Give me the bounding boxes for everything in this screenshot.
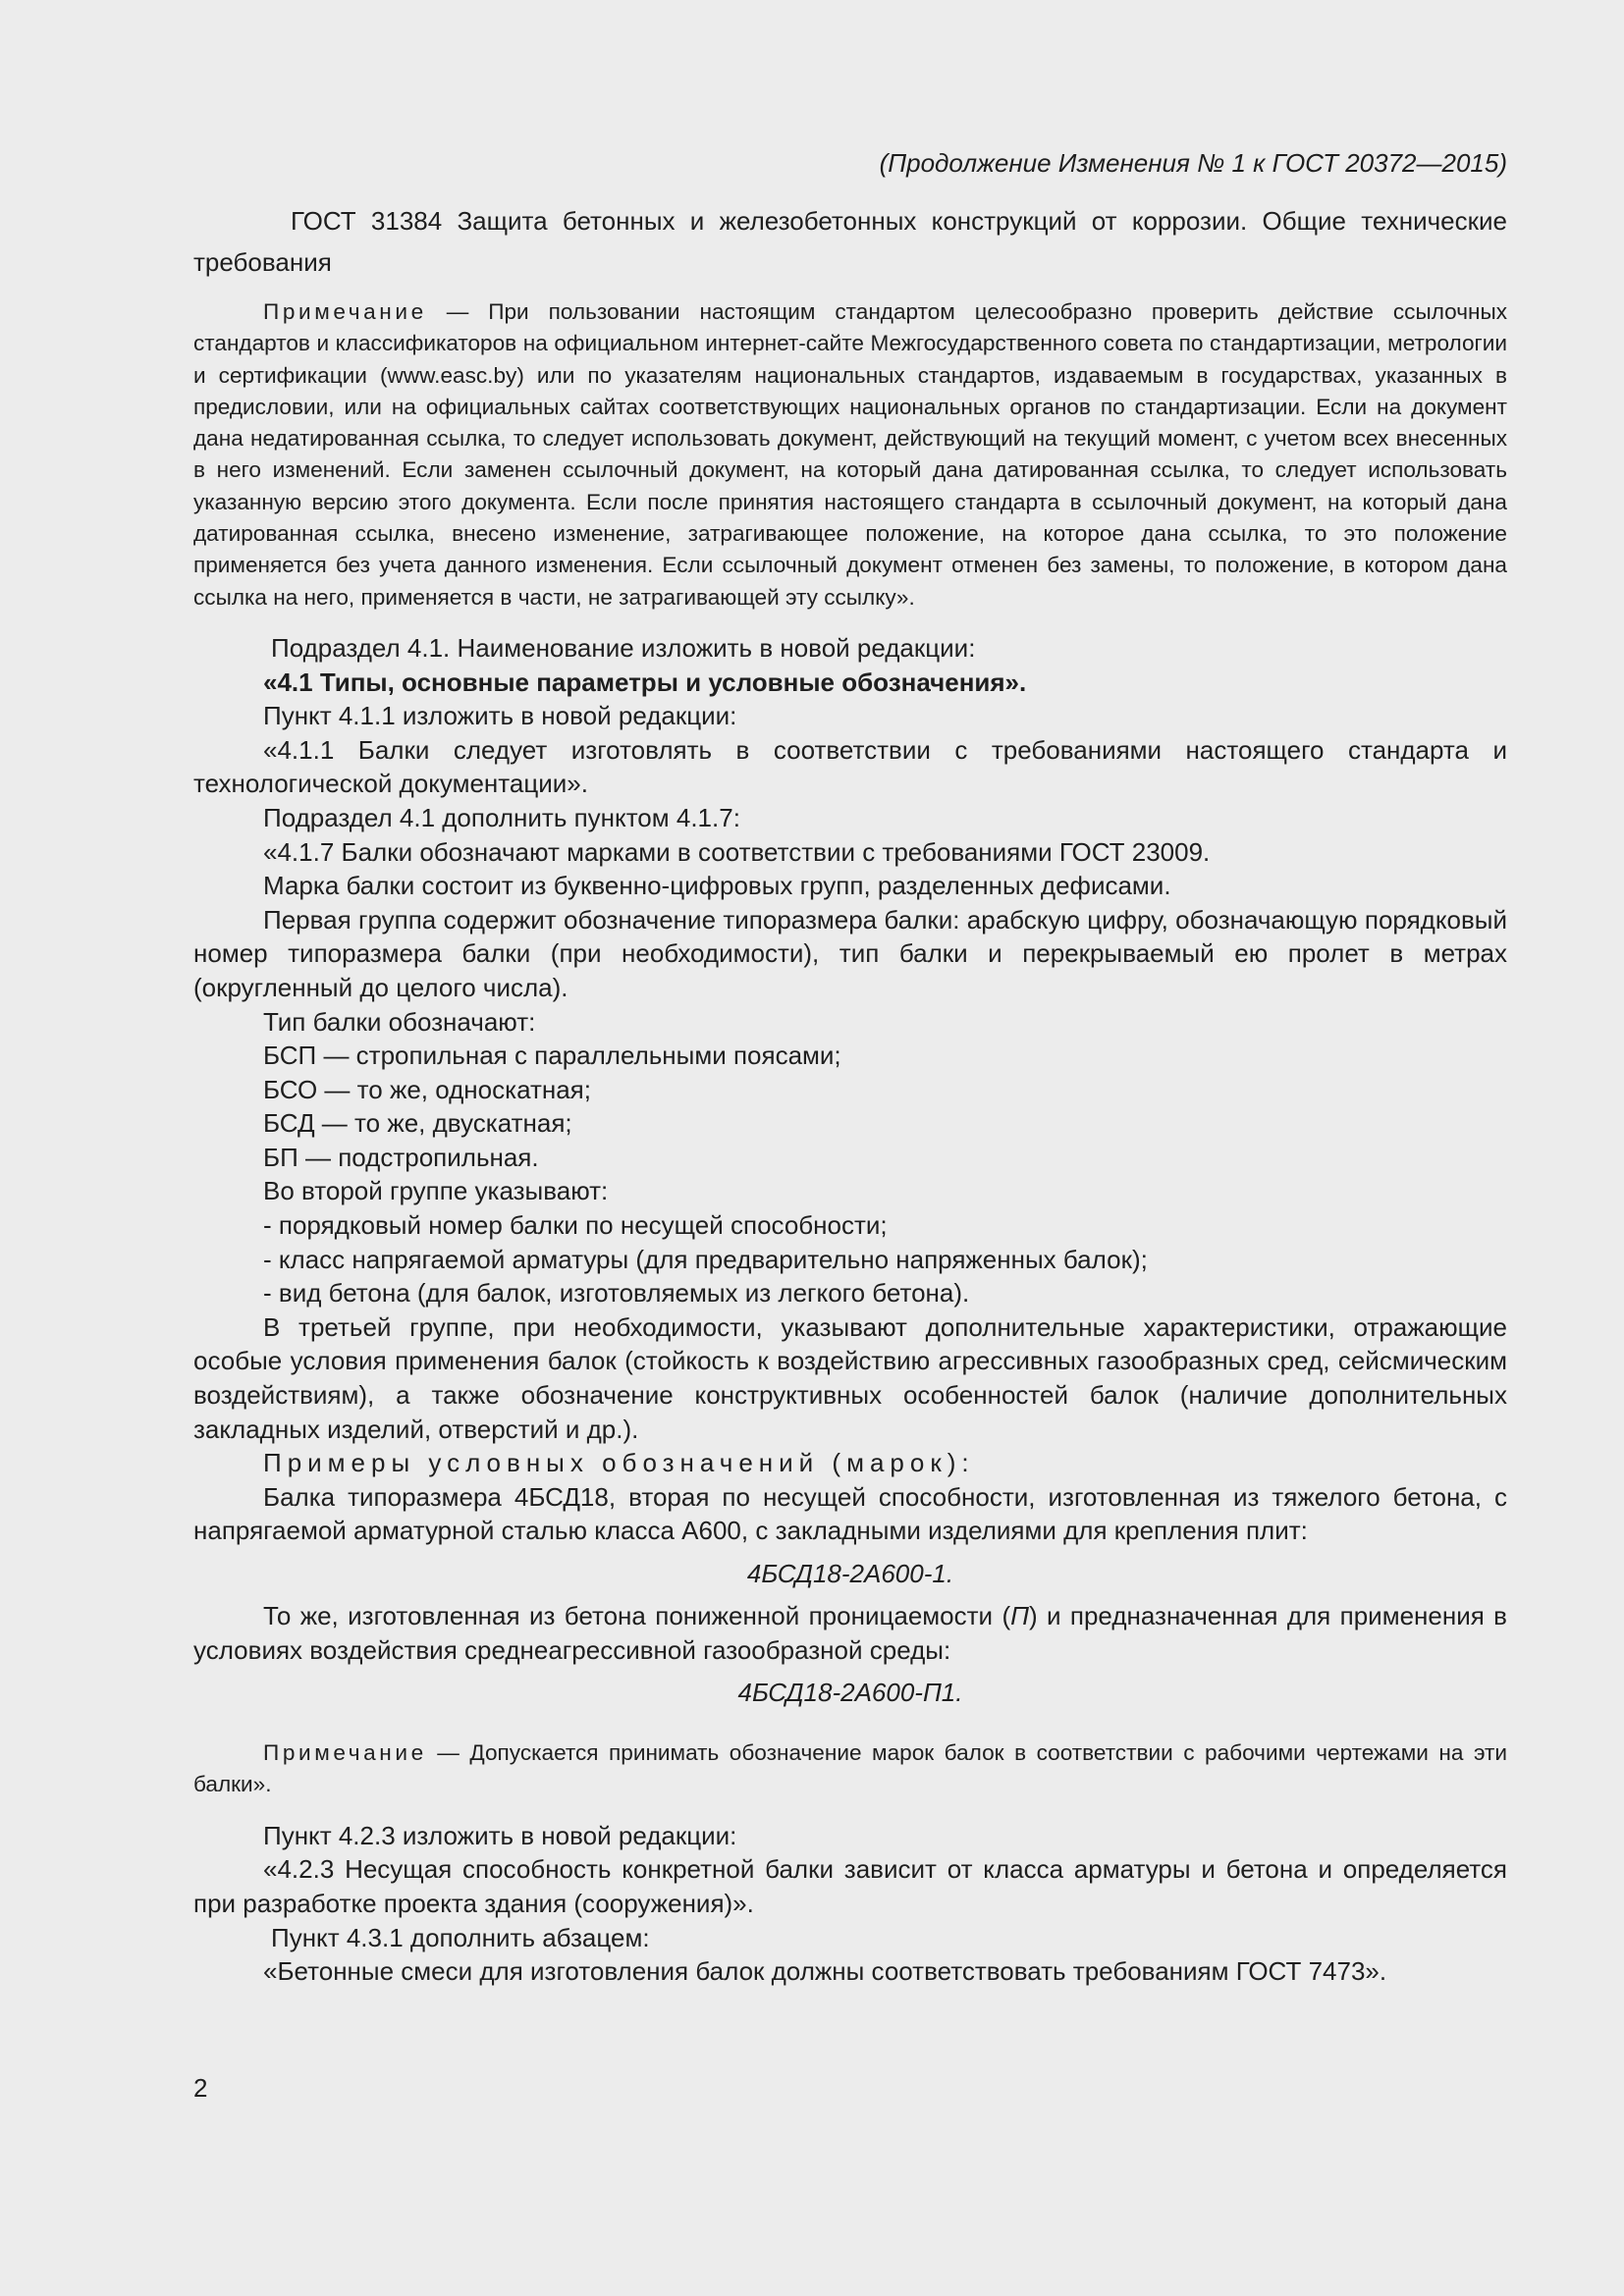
page-content xyxy=(193,143,1507,1989)
first-group-text: Первая группа содержит обозначение типоразмера балки: арабскую цифру, обозначающую порядковый номер типоразмера балки (при необходимости), тип балки и перекрываемый ею пролет в метрах (округленный до целого числа). xyxy=(193,904,1507,1002)
clause-4-1-1-text: «4.1.1 Балки следует изготовлять в соответствии с требованиями настоящего стандарта и технологической документации». xyxy=(193,734,1507,799)
note-label: Примечание xyxy=(263,1740,427,1766)
second-group-item-3: - вид бетона (для балок, изготовляемых из легкого бетона). xyxy=(263,1278,970,1308)
subsection-4-1-intro: Подраздел 4.1. Наименование изложить в новой редакции: xyxy=(271,632,976,663)
continuation-header: (Продолжение Изменения № 1 к ГОСТ 20372—2015) xyxy=(879,148,1507,178)
example-2-end: ) и предназначенная для применения в условиях воздействия среднеагрессивной газообразной среды: xyxy=(193,1601,1507,1665)
subsection-4-1-title: «4.1 Типы, основные параметры и условные обозначения». xyxy=(263,667,1027,697)
second-group-intro: Во второй группе указывают: xyxy=(263,1176,609,1206)
second-group-item-1: - порядковый номер балки по несущей способности; xyxy=(263,1210,888,1241)
clause-4-1-1-intro: Пункт 4.1.1 изложить в новой редакции: xyxy=(263,701,737,731)
clause-4-3-1-text: «Бетонные смеси для изготовления балок должны соответствовать требованиям ГОСТ 7473». xyxy=(263,1956,1387,1987)
example-2-letter: П xyxy=(1010,1601,1029,1630)
examples-label: Примеры условных обозначений (марок): xyxy=(263,1448,975,1478)
note-label: Примечание xyxy=(263,299,427,324)
example-2-text xyxy=(193,1599,1507,1667)
clause-4-1-7-intro: Подраздел 4.1 дополнить пунктом 4.1.7: xyxy=(263,802,740,832)
clause-4-3-1-intro: Пункт 4.3.1 дополнить абзацем: xyxy=(271,1922,650,1952)
example-2-mark: 4БСД18-2А600-П1. xyxy=(737,1678,963,1708)
beam-type-bp: БП — подстропильная. xyxy=(263,1142,539,1172)
example-2-start: То же, изготовленная из бетона пониженной проницаемости ( xyxy=(263,1601,1011,1630)
reference-gost-31384: ГОСТ 31384 Защита бетонных и железобетонных конструкций от коррозии. Общие технические требования xyxy=(193,206,1507,277)
clause-4-2-3-intro: Пункт 4.2.3 изложить в новой редакции: xyxy=(263,1820,737,1850)
note-text: — При пользовании настоящим стандартом целесообразно проверить действие ссылочных стандартов и классификаторов на официальном интернет-сайте Межгосударственного совета по стандартизации, метрологии и сертификации (www.easc.by) или по указателям национальных стандартов, издаваемым в государствах, указанных в предисловии, или на официальных сайтах соответствующих национальных органов по стандартизации. Если на документ дана недатированная ссылка, то следует использовать документ, действующий на текущий момент, с учетом всех внесенных в него изменений. Если заменен ссылочный документ, на который дана датированная ссылка, то следует использовать указанную версию этого документа. Если после принятия настоящего стандарта в ссылочный документ, на который дана датированная ссылка, внесено изменение, затрагивающее положение, на которое дана ссылка, то это положение применяется без учета данного изменения. Если ссылочный документ отменен без замены, то положение, в котором дана ссылка на него, применяется в части, не затрагивающей эту ссылку». xyxy=(193,299,1507,610)
example-1-text: Балка типоразмера 4БСД18, вторая по несущей способности, изготовленная из тяжелого бетона, с напрягаемой арматурной сталью класса А600, с закладными изделиями для крепления плит: xyxy=(193,1481,1507,1546)
clause-4-1-7-text: «4.1.7 Балки обозначают марками в соответствии с требованиями ГОСТ 23009. xyxy=(263,836,1211,867)
beam-type-bsd: БСД — то же, двускатная; xyxy=(263,1108,572,1139)
beam-type-bso: БСО — то же, односкатная; xyxy=(263,1074,591,1104)
clause-4-2-3-text: «4.2.3 Несущая способность конкретной балки зависит от класса арматуры и бетона и определяется при разработке проекта здания (сооружения)». xyxy=(193,1854,1507,1918)
page-number: 2 xyxy=(193,2073,208,2103)
third-group-text: В третьей группе, при необходимости, указывают дополнительные характеристики, отражающие особые условия применения балок (стойкость к воздействию агрессивных газообразных сред, сейсмическим воздействиям), а также обозначение конструктивных особенностей балок (наличие дополнительных закладных изделий, отверстий и др.). xyxy=(193,1311,1507,1444)
beam-type-bsp: БСП — стропильная с параллельными поясами; xyxy=(263,1041,841,1071)
example-1-mark: 4БСД18-2А600-1. xyxy=(746,1559,954,1588)
note-references xyxy=(193,296,1507,614)
beam-type-intro: Тип балки обозначают: xyxy=(263,1006,536,1037)
second-group-item-2: - класс напрягаемой арматуры (для предварительно напряженных балок); xyxy=(263,1244,1148,1274)
note-text: — Допускается принимать обозначение марок балок в соответствии с рабочими чертежами на эти балки». xyxy=(193,1740,1507,1797)
note-marks xyxy=(193,1737,1507,1801)
mark-groups-text: Марка балки состоит из буквенно-цифровых групп, разделенных дефисами. xyxy=(263,871,1171,901)
